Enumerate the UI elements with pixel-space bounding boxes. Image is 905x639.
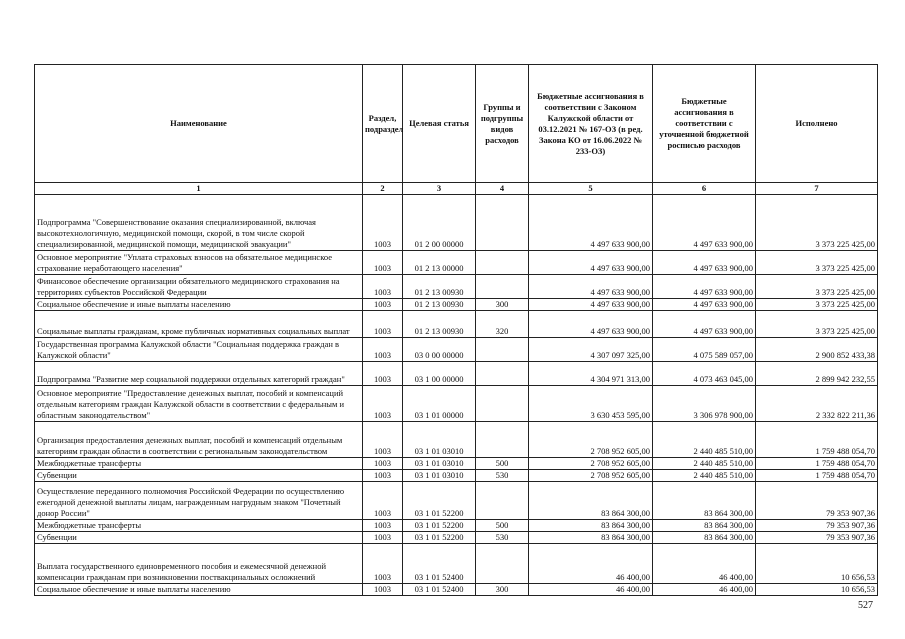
row-group [476,422,529,458]
row-budget-law: 46 400,00 [529,544,653,584]
row-section: 1003 [363,275,403,299]
row-target: 03 1 01 52400 [403,544,476,584]
column-number-row [35,183,878,195]
column-number: 1 [35,183,363,195]
row-budget-law: 4 497 633 900,00 [529,275,653,299]
table-row [35,275,878,299]
row-section: 1003 [363,338,403,362]
header-name: Наименование [35,65,363,183]
row-section: 1003 [363,422,403,458]
column-number: 6 [653,183,756,195]
row-executed: 10 656,53 [756,584,878,596]
row-section: 1003 [363,532,403,544]
row-name: Основное мероприятие "Предоставление денежных выплат, пособий и компенсаций отдельным категориям граждан Калужской области в соответствии с федеральным и областным законодательством" [35,386,363,422]
row-group: 530 [476,470,529,482]
row-target: 03 1 01 52400 [403,584,476,596]
row-budget-law: 4 307 097 325,00 [529,338,653,362]
row-executed: 1 759 488 054,70 [756,458,878,470]
table-row [35,520,878,532]
row-budget-law: 2 708 952 605,00 [529,470,653,482]
column-number: 7 [756,183,878,195]
row-section: 1003 [363,195,403,251]
row-group: 500 [476,458,529,470]
table-row [35,458,878,470]
row-target: 01 2 13 00000 [403,251,476,275]
row-group: 320 [476,311,529,338]
table-row [35,311,878,338]
row-target: 03 1 01 52200 [403,532,476,544]
table-row [35,195,878,251]
row-name: Государственная программа Калужской области "Социальная поддержка граждан в Калужской области" [35,338,363,362]
row-target: 03 1 01 03010 [403,470,476,482]
row-budget-law: 3 630 453 595,00 [529,386,653,422]
row-name: Социальное обеспечение и иные выплаты населению [35,299,363,311]
row-executed: 1 759 488 054,70 [756,422,878,458]
row-budget-refined: 4 497 633 900,00 [653,251,756,275]
budget-table [34,64,878,596]
row-target: 01 2 00 00000 [403,195,476,251]
row-budget-law: 2 708 952 605,00 [529,458,653,470]
header-budget-refined: Бюджетные ассигнования в соответствии с уточненной бюджетной росписью расходов [653,65,756,183]
row-budget-refined: 2 440 485 510,00 [653,458,756,470]
row-executed: 3 373 225 425,00 [756,251,878,275]
row-name: Подпрограмма "Развитие мер социальной поддержки отдельных категорий граждан" [35,362,363,386]
row-executed: 3 373 225 425,00 [756,195,878,251]
table-row [35,299,878,311]
row-budget-refined: 4 497 633 900,00 [653,275,756,299]
table-row [35,532,878,544]
row-section: 1003 [363,520,403,532]
row-budget-law: 4 304 971 313,00 [529,362,653,386]
row-executed: 1 759 488 054,70 [756,470,878,482]
page-number: 527 [858,600,873,611]
row-budget-law: 2 708 952 605,00 [529,422,653,458]
row-group: 300 [476,584,529,596]
row-group [476,195,529,251]
row-budget-refined: 4 073 463 045,00 [653,362,756,386]
row-name: Субвенции [35,532,363,544]
header-groups: Группы и подгруппы видов расходов [476,65,529,183]
row-group [476,482,529,520]
row-name: Выплата государственного единовременного пособия и ежемесячной денежной компенсации гражданам при возникновении поствакцинальных осложнений [35,544,363,584]
row-budget-law: 83 864 300,00 [529,482,653,520]
row-group [476,275,529,299]
row-budget-law: 4 497 633 900,00 [529,195,653,251]
row-group: 530 [476,532,529,544]
row-target: 01 2 13 00930 [403,299,476,311]
row-budget-refined: 4 497 633 900,00 [653,311,756,338]
row-name: Социальные выплаты гражданам, кроме публичных нормативных социальных выплат [35,311,363,338]
row-target: 03 1 01 00000 [403,386,476,422]
row-name: Организация предоставления денежных выплат, пособий и компенсаций отдельным категориям граждан области в соответствии с региональным законодательством [35,422,363,458]
row-executed: 3 373 225 425,00 [756,275,878,299]
table-row [35,482,878,520]
row-name: Межбюджетные трансферты [35,458,363,470]
header-executed: Исполнено [756,65,878,183]
column-number: 2 [363,183,403,195]
row-executed: 2 899 942 232,55 [756,362,878,386]
row-name: Подпрограмма "Совершенствование оказания специализированной, включая высокотехнологичную, медицинской помощи, скорой, в том числе скорой специализированной, медицинской помощи, медицинской эвакуации" [35,195,363,251]
row-budget-law: 4 497 633 900,00 [529,251,653,275]
row-group: 500 [476,520,529,532]
column-number: 3 [403,183,476,195]
row-executed: 79 353 907,36 [756,532,878,544]
row-target: 01 2 13 00930 [403,275,476,299]
row-name: Основное мероприятие "Уплата страховых взносов на обязательное медицинское страхование неработающего населения" [35,251,363,275]
row-budget-refined: 4 497 633 900,00 [653,299,756,311]
row-target: 03 1 01 52200 [403,482,476,520]
row-executed: 79 353 907,36 [756,520,878,532]
row-budget-refined: 46 400,00 [653,584,756,596]
table-row [35,251,878,275]
table-row [35,362,878,386]
row-budget-refined: 83 864 300,00 [653,482,756,520]
row-budget-refined: 2 440 485 510,00 [653,422,756,458]
header-budget-law: Бюджетные ассигнования в соответствии с Законом Калужской области от 03.12.2021 № 167-ОЗ (в ред. Закона КО от 16.06.2022 № 233-ОЗ) [529,65,653,183]
row-section: 1003 [363,544,403,584]
row-group [476,251,529,275]
table-row [35,584,878,596]
row-name: Социальное обеспечение и иные выплаты населению [35,584,363,596]
row-budget-refined: 4 497 633 900,00 [653,195,756,251]
row-section: 1003 [363,386,403,422]
column-number: 5 [529,183,653,195]
row-name: Субвенции [35,470,363,482]
row-group: 300 [476,299,529,311]
table-row [35,470,878,482]
row-budget-law: 83 864 300,00 [529,532,653,544]
row-target: 03 1 01 52200 [403,520,476,532]
row-budget-refined: 46 400,00 [653,544,756,584]
row-budget-law: 46 400,00 [529,584,653,596]
row-section: 1003 [363,251,403,275]
row-executed: 10 656,53 [756,544,878,584]
row-budget-refined: 83 864 300,00 [653,520,756,532]
row-target: 01 2 13 00930 [403,311,476,338]
table-row [35,386,878,422]
row-group [476,338,529,362]
row-executed: 2 332 822 211,36 [756,386,878,422]
table-row [35,544,878,584]
row-executed: 79 353 907,36 [756,482,878,520]
row-section: 1003 [363,299,403,311]
row-budget-refined: 3 306 978 900,00 [653,386,756,422]
row-name: Осуществление переданного полномочия Российской Федерации по осуществлению ежегодной денежной выплаты лицам, награжденным нагрудным знаком "Почетный донор России" [35,482,363,520]
column-number: 4 [476,183,529,195]
row-budget-law: 83 864 300,00 [529,520,653,532]
row-section: 1003 [363,584,403,596]
row-target: 03 1 00 00000 [403,362,476,386]
row-executed: 3 373 225 425,00 [756,299,878,311]
row-section: 1003 [363,362,403,386]
header-target: Целевая статья [403,65,476,183]
row-section: 1003 [363,458,403,470]
row-section: 1003 [363,482,403,520]
row-budget-refined: 4 075 589 057,00 [653,338,756,362]
row-group [476,386,529,422]
row-budget-law: 4 497 633 900,00 [529,311,653,338]
row-target: 03 1 01 03010 [403,422,476,458]
row-group [476,544,529,584]
row-section: 1003 [363,470,403,482]
table-row [35,338,878,362]
row-budget-law: 4 497 633 900,00 [529,299,653,311]
row-executed: 2 900 852 433,38 [756,338,878,362]
table-row [35,422,878,458]
row-budget-refined: 2 440 485 510,00 [653,470,756,482]
header-section: Раздел, подраздел [363,65,403,183]
row-name: Межбюджетные трансферты [35,520,363,532]
row-budget-refined: 83 864 300,00 [653,532,756,544]
row-executed: 3 373 225 425,00 [756,311,878,338]
row-group [476,362,529,386]
row-target: 03 0 00 00000 [403,338,476,362]
row-target: 03 1 01 03010 [403,458,476,470]
header-row [35,65,878,183]
row-section: 1003 [363,311,403,338]
row-name: Финансовое обеспечение организации обязательного медицинского страхования на территориях субъектов Российской Федерации [35,275,363,299]
